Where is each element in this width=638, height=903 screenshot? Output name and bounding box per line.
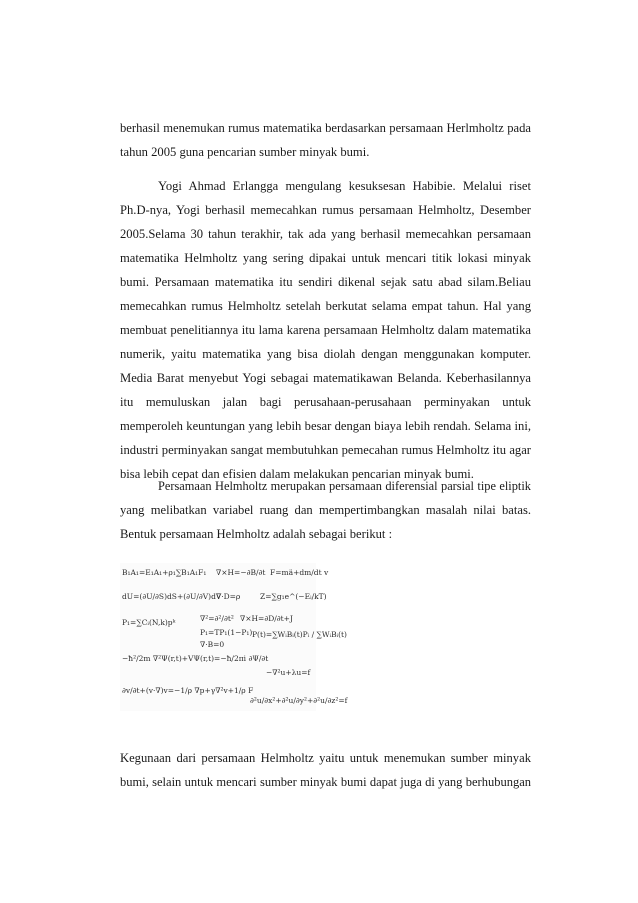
equations-figure-svg	[120, 563, 348, 711]
text-line: Yogi Ahmad Erlangga mengulang kesuksesan Habibie. Melalui riset	[158, 179, 531, 193]
svg-text:Z=∑g₁e^(−Eᵢ/kT): Z=∑g₁e^(−Eᵢ/kT)	[260, 592, 327, 601]
text-line: bumi, selain untuk mencari sumber minyak bumi dapat juga di yang berhubungan	[120, 775, 531, 789]
text-line: numerik, yaitu matematika yang bisa diolah dengan menggunakan komputer.	[120, 347, 531, 361]
svg-text:−∇²u+λu=f: −∇²u+λu=f	[266, 668, 311, 677]
text-line: Kegunaan dari persamaan Helmholtz yaitu untuk menemukan sumber minyak	[120, 751, 531, 765]
paragraph-intro	[120, 116, 531, 164]
svg-text:dU=(∂U/∂S)dS+(∂U/∂V)dV: dU=(∂U/∂S)dS+(∂U/∂V)dV	[122, 592, 222, 601]
text-line: berhasil menemukan rumus matematika berdasarkan persamaan Herlmholtz pada	[120, 121, 531, 135]
svg-text:B₁A₁=E₁A₁+ρ₁∑B₁A₁F₁: B₁A₁=E₁A₁+ρ₁∑B₁A₁F₁	[122, 568, 207, 577]
text-line: memecahkan rumus Helmholtz setelah berkutat selama empat tahun. Hal yang	[120, 299, 531, 313]
svg-text:∇·D=ρ: ∇·D=ρ	[216, 592, 241, 601]
equations-image	[120, 563, 348, 711]
paragraph-uses	[120, 746, 531, 794]
svg-text:∂v/∂t+(v·∇)v=−1/ρ ∇p+γ∇²v+1/ρ: ∂v/∂t+(v·∇)v=−1/ρ ∇p+γ∇²v+1/ρ F	[122, 686, 254, 695]
text-line: bisa lebih cepat dan efisien dalam melakukan pencarian minyak bumi.	[120, 467, 474, 481]
svg-text:∇×H=−∂B/∂t: ∇×H=−∂B/∂t	[216, 568, 266, 577]
text-line: memperoleh keuntungan yang lebih besar dengan biaya lebih rendah. Selama ini,	[120, 419, 531, 433]
text-line: itu memuluskan jalan bagi perusahaan-perusahaan perminyakan untuk	[120, 395, 531, 409]
text-line: Media Barat menyebut Yogi sebagai matematikawan Belanda. Keberhasilannya	[120, 371, 531, 385]
svg-text:P(t)=∑WᵢBᵢ(t)Pᵢ / ∑WᵢBᵢ(t): P(t)=∑WᵢBᵢ(t)Pᵢ / ∑WᵢBᵢ(t)	[252, 630, 347, 639]
text-line: Persamaan Helmholtz merupakan persamaan diferensial parsial tipe eliptik	[158, 479, 531, 493]
text-line: 2005.Selama 30 tahun terakhir, tak ada yang berhasil memecahkan persamaan	[120, 227, 531, 241]
svg-text:∂²u/∂x²+∂²u/∂y²+∂²u/∂z²=f: ∂²u/∂x²+∂²u/∂y²+∂²u/∂z²=f	[250, 696, 348, 705]
text-line: Bentuk persamaan Helmholtz adalah sebagai berikut :	[120, 527, 393, 541]
svg-text:∇·B=0: ∇·B=0	[200, 640, 225, 649]
text-line: tahun 2005 guna pencarian sumber minyak bumi.	[120, 145, 370, 159]
text-line: membuat penelitiannya itu lama karena persamaan Helmholtz dalam matematika	[120, 323, 531, 337]
text-line: bumi. Persamaan matematika itu sendiri dikenal sejak satu abad silam.Beliau	[120, 275, 531, 289]
paragraph-erlangga	[120, 174, 531, 486]
text-line: industri perminyakan sangat membutuhkan pemecahan rumus Helmholtz itu agar	[120, 443, 531, 457]
text-line: yang melibatkan variabel ruang dan mempertimbangkan masalah nilai batas.	[120, 503, 531, 517]
svg-text:F=mä+dm/dt v: F=mä+dm/dt v	[270, 568, 329, 577]
svg-text:P₁=∑Cᵢ(N,k)pᵏ: P₁=∑Cᵢ(N,k)pᵏ	[122, 618, 176, 627]
text-line: matematika Helmholtz yang sering dipakai untuk mencari titik lokasi minyak	[120, 251, 531, 265]
svg-text:∇×H=∂D/∂t+J: ∇×H=∂D/∂t+J	[240, 614, 293, 623]
svg-text:∇²=∂²/∂t²: ∇²=∂²/∂t²	[200, 614, 234, 623]
svg-text:−ħ²/2m ∇²Ψ(r,t)+VΨ(r,t)=−ħ/2πi: −ħ²/2m ∇²Ψ(r,t)+VΨ(r,t)=−ħ/2πi ∂Ψ/∂t	[122, 654, 269, 663]
text-line: Ph.D-nya, Yogi berhasil memecahkan rumus persamaan Helmholtz, Desember	[120, 203, 531, 217]
paragraph-helmholtz-definition	[120, 474, 531, 546]
svg-text:P₁=TP₁(1−P₁): P₁=TP₁(1−P₁)	[200, 628, 253, 637]
